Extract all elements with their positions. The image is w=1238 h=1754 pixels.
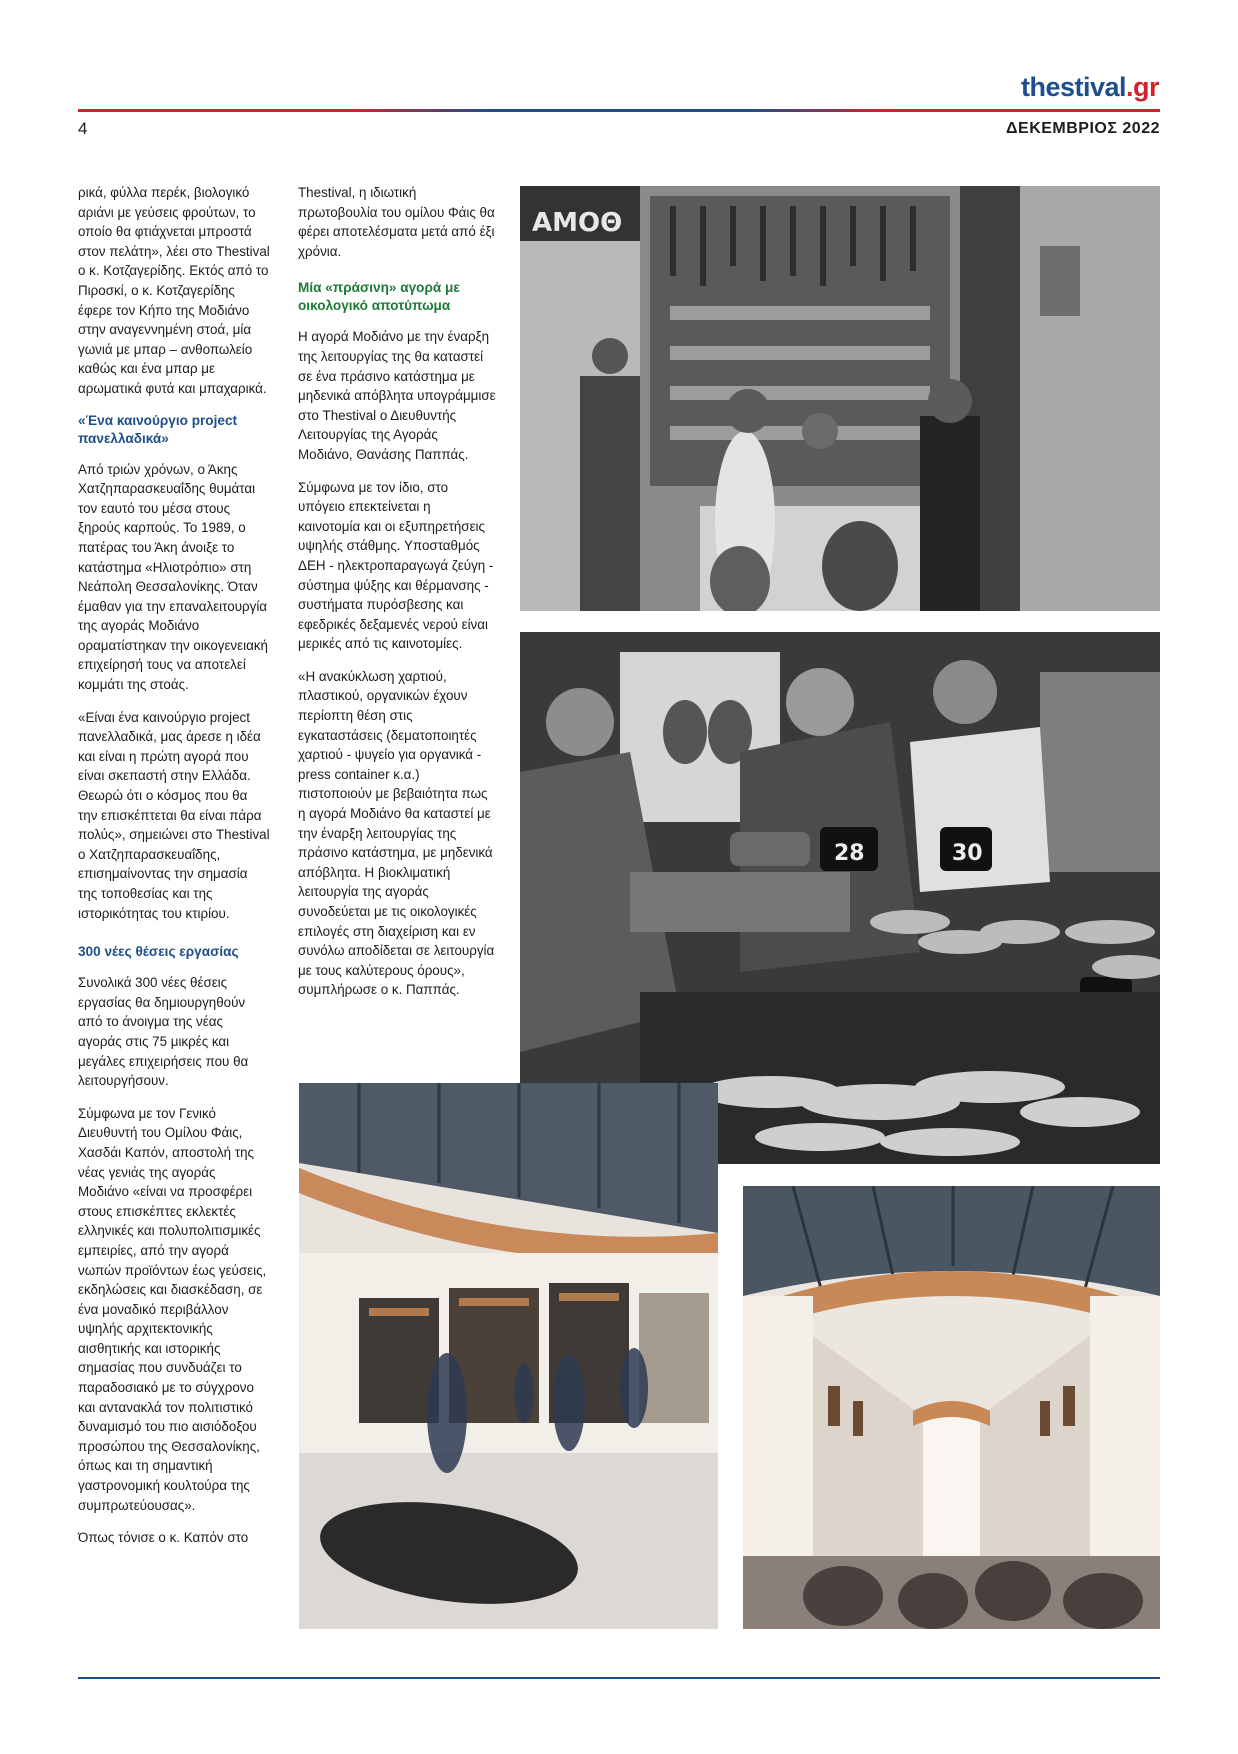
paragraph: Σύμφωνα με τον ίδιο, στο υπόγειο επεκτείνεται η καινοτομία και οι εξυπηρετήσεις υψηλής στάθμης. Υποσταθμός ΔΕΗ - ηλεκτροπαραγωγά ζεύγη - σύστημα ψύξης και θέρμανσης - συστήματα πυρόσβεσης και εφεδρικές δεξαμενές νερού είναι μερικές από τις καινοτομίες. xyxy=(298,479,494,652)
issue-date: ΔΕΚΕΜΒΡΙΟΣ 2022 xyxy=(1006,120,1160,137)
paragraph: Συνολικά 300 νέες θέσεις εργασίας θα δημιουργηθούν από το άνοιγμα της νέας αγοράς στις 75 μικρές και μεγάλες επιχειρήσεις που θα λειτουργήσουν. xyxy=(78,975,249,1089)
logo-main-text: thestival xyxy=(1021,72,1127,102)
shop-sign-text: ΑΜΟΘ xyxy=(532,208,623,238)
subheading: «Ένα καινούργιο project πανελλαδικά» xyxy=(78,412,238,446)
subheading: 300 νέες θέσεις εργασίας xyxy=(78,944,239,960)
logo-tld-text: .gr xyxy=(1126,72,1160,102)
modern-market-interior-photo xyxy=(299,1083,718,1629)
footer-rule xyxy=(78,1677,1160,1679)
price-tag-1: 28 xyxy=(834,841,865,866)
paragraph: Σύμφωνα με τον Γενικό Διευθυντή του Ομίλου Φάις, Χασδάι Καπόν, αποστολή της νέας γενιάς της αγοράς Μοδιάνο «είναι να προσφέρει στους επισκέπτες εκλεκτές ελληνικές και πολυπολιτισμικές εμπειρίες, από την αγορά νωπών προϊόντων έως γεύσεις, εκδηλώσεις και διασκέδαση, σε ένα μοναδικό περιβάλλον υψηλής αρχιτεκτονικής αισθητικής και ιστορικής σημασίας που συνδυάζει το παραδοσιακό με το σύγχρονο και αντανακλά τον πολιτιστικό δυναμισμό του πιο αισιόδοξου προσώπου της Θεσσαλονίκης, όπως και τη σημαντική γαστρονομική κουλτούρα της συμπρωτεύουσας». xyxy=(78,1105,267,1513)
modern-market-corridor-photo xyxy=(743,1186,1160,1629)
paragraph: Η αγορά Μοδιάνο με την έναρξη της λειτουργίας της θα καταστεί σε ένα πράσινο κατάστημα με μηδενικά απόβλητα υπογράμμισε στο Thestival ο Διευθυντής Λειτουργίας της Αγοράς Μοδιάνο, Θανάσης Παππάς. xyxy=(298,329,496,462)
paragraph: Όπως τόνισε ο κ. Καπόν στο xyxy=(78,1530,249,1546)
site-logo xyxy=(1021,72,1159,103)
historic-shop-photo xyxy=(520,186,1160,611)
subheading: Μία «πράσινη» αγορά με οικολογικό αποτύπωμα xyxy=(298,280,460,314)
paragraph: Από τριών χρόνων, ο Άκης Χατζηπαρασκευαΐδης θυμάται τον εαυτό του μέσα στους ξηρούς καρπούς. Το 1989, ο πατέρας του Άκη άνοιξε το κατάστημα «Ηλιοτρόπιο» στη Νεάπολη Θεσσαλονίκης. Όταν έμαθαν για την επαναλειτουργία της αγοράς Μοδιάνο οραματίστηκαν την οικογενειακή επιχείρησή τους να αποτελεί κομμάτι της στοάς. xyxy=(78,461,268,693)
paragraph: «Είναι ένα καινούργιο project πανελλαδικά, μας άρεσε η ιδέα και είναι η πρώτη αγορά που είναι σκεπαστή στην Ελλάδα. Θεωρώ ότι ο κόσμος που θα την επισκέπτεται θα είναι πάρα πολύς», σημειώνει στο Thestival ο Χατζηπαρασκευαΐδης, επισημαίνοντας την σημασία της τοποθεσίας και της ιστορικότητας του κτιρίου. xyxy=(78,709,270,921)
page-number: 4 xyxy=(78,119,88,138)
article-column-1 xyxy=(78,183,270,1561)
paragraph: Thestival, η ιδιωτική πρωτοβουλία του ομίλου Φάις θα φέρει αποτελέσματα μετά από έξι χρόνια. xyxy=(298,185,495,259)
price-tag-2: 30 xyxy=(952,841,983,866)
article-column-2 xyxy=(298,183,496,1013)
paragraph: ρικά, φύλλα περέκ, βιολογικό αριάνι με γεύσεις φρούτων, το οποίο θα φτιάχνεται μπροστά στον πελάτη», λέει στο Thestival ο κ. Κοτζαγερίδης. Εκτός από το Πιροσκί, ο κ. Κοτζαγερίδης έφερε τον Κήπο της Μοδιάνο στην αναγεννημένη στοά, μία γωνιά με μπαρ – ανθοπωλείο καθώς και ένα μπαρ με αρωματικά φυτά και μπαχαρικά. xyxy=(78,185,270,396)
header-rule xyxy=(78,109,1160,112)
paragraph: «Η ανακύκλωση χαρτιού, πλαστικού, οργανικών έχουν περίοπτη θέση στις εγκαταστάσεις (δεματοποιητές χαρτιού - ψυγείο για οργανικά - press container κ.α.) πιστοποιούν με βεβαιότητα πως η αγορά Μοδιάνο θα καταστεί με την έναρξη λειτουργίας της πράσινο κατάστημα, με μηδενικά απόβλητα. Η βιοκλιματική λειτουργία της αγοράς συνοδεύεται με τις οικολογικές επιλογές στη διαχείριση και εν συνόλω αποδίδεται σε λειτουργία με τους καλύτερους όρους», συμπλήρωσε ο κ. Παππάς. xyxy=(298,668,495,998)
